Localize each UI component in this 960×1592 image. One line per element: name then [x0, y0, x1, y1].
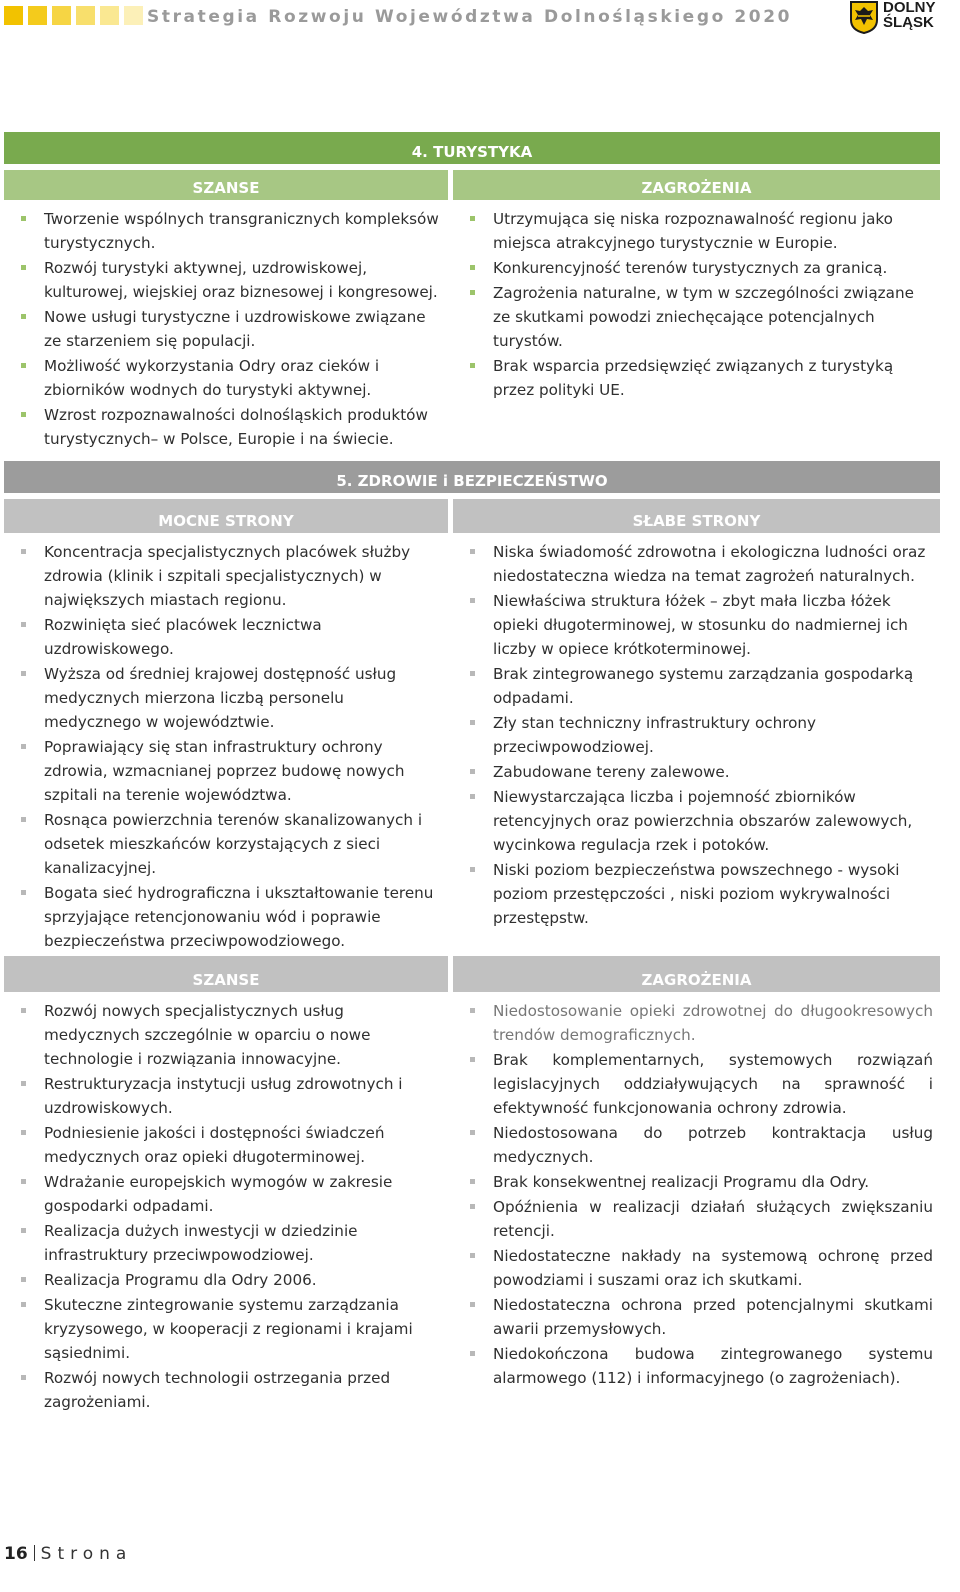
list-item: Niedostosowanie opieki zdrowotnej do długookresowych trendów demograficznych. [463, 999, 933, 1047]
section-5-opportunities-list [14, 999, 442, 1415]
list-item: Wyższa od średniej krajowej dostępność usług medycznych mierzona liczbą personelu medycznego w województwie. [14, 662, 442, 734]
list-item: Koncentracja specjalistycznych placówek służby zdrowia (klinik i szpitali specjalistycznych) w największych miastach regionu. [14, 540, 442, 612]
list-item: Możliwość wykorzystania Odry oraz cieków i zbiorników wodnych do turystyki aktywnej. [14, 354, 442, 402]
logo-wordmark: DOLNY ŚLĄSK [883, 0, 936, 31]
list-item: Rozwój nowych specjalistycznych usług medycznych szczególnie w oparciu o nowe technologie i rozwiązania innowacyjne. [14, 999, 442, 1071]
list-item: Niedostosowana do potrzeb kontraktacja usług medycznych. [463, 1121, 933, 1169]
list-item: Konkurencyjność terenów turystycznych za granicą. [463, 256, 933, 280]
list-item: Poprawiający się stan infrastruktury ochrony zdrowia, wzmacnianej poprzez budowę nowych szpitali na terenie województwa. [14, 735, 442, 807]
list-item: Zły stan techniczny infrastruktury ochrony przeciwpowodziowej. [463, 711, 933, 759]
section-5-threats-header: ZAGROŻENIA [453, 956, 940, 992]
list-item: Brak konsekwentnej realizacji Programu dla Odry. [463, 1170, 933, 1194]
list-item: Niewłaściwa struktura łóżek – zbyt mała liczba łóżek opieki długoterminowej, w stosunku do nadmiernej ich liczby w opiece krótkoterminowej. [463, 589, 933, 661]
dolny-slask-logo [849, 0, 959, 36]
list-item: Podniesienie jakości i dostępności świadczeń medycznych oraz opieki długoterminowej. [14, 1121, 442, 1169]
list-item: Tworzenie wspólnych transgranicznych kompleksów turystycznych. [14, 207, 442, 255]
list-item: Brak komplementarnych, systemowych rozwiązań legislacyjnych oddziaływujących na sprawność i efektywność funkcjonowania ochrony zdrowia. [463, 1048, 933, 1120]
list-item: Utrzymująca się niska rozpoznawalność regionu jako miejsca atrakcyjnego turystycznie w Europie. [463, 207, 933, 255]
header-square [52, 6, 71, 25]
section-5-weaknesses-header: SŁABE STRONY [453, 499, 940, 533]
header-square [100, 6, 119, 25]
list-item: Niska świadomość zdrowotna i ekologiczna ludności oraz niedostateczna wiedza na temat zagrożeń naturalnych. [463, 540, 933, 588]
header-square [76, 6, 95, 25]
section-5-weaknesses-list [463, 540, 933, 931]
footer-divider [34, 1545, 35, 1561]
list-item: Wzrost rozpoznawalności dolnośląskich produktów turystycznych– w Polsce, Europie i na świecie. [14, 403, 442, 451]
section-5-strengths-list [14, 540, 442, 954]
list-item: Brak wsparcia przedsięwzięć związanych z turystyką przez polityki UE. [463, 354, 933, 402]
page-footer [4, 1544, 132, 1564]
section-4-title-bar [4, 132, 940, 164]
list-item: Zabudowane tereny zalewowe. [463, 760, 933, 784]
section-5-strengths-header: MOCNE STRONY [4, 499, 448, 533]
eagle-crest-icon [849, 0, 879, 34]
section-5-opportunities-header: SZANSE [4, 956, 448, 992]
list-item: Niedokończona budowa zintegrowanego systemu alarmowego (112) i informacyjnego (o zagrożeniach). [463, 1342, 933, 1390]
document-title: Strategia Rozwoju Województwa Dolnośląskiego 2020 [147, 7, 793, 27]
list-item: Zagrożenia naturalne, w tym w szczególności związane ze skutkami powodzi zniechęcające potencjalnych turystów. [463, 281, 933, 353]
list-item: Rozwój turystyki aktywnej, uzdrowiskowej, kulturowej, wiejskiej oraz biznesowej i kongresowej. [14, 256, 442, 304]
list-item: Wdrażanie europejskich wymogów w zakresie gospodarki odpadami. [14, 1170, 442, 1218]
section-5-threats-list [463, 999, 933, 1391]
list-item: Rosnąca powierzchnia terenów skanalizowanych i odsetek mieszkańców korzystających z sieci kanalizacyjnej. [14, 808, 442, 880]
list-item: Realizacja dużych inwestycji w dziedzinie infrastruktury przeciwpowodziowej. [14, 1219, 442, 1267]
header-square [28, 6, 47, 25]
list-item: Niski poziom bezpieczeństwa powszechnego - wysoki poziom przestępczości , niski poziom wykrywalności przestępstw. [463, 858, 933, 930]
section-5-title: 5. ZDROWIE i BEZPIECZEŃSTWO [336, 472, 608, 490]
page-number: 16 [4, 1544, 28, 1564]
page-word: Strona [40, 1544, 133, 1564]
list-item: Brak zintegrowanego systemu zarządzania gospodarką odpadami. [463, 662, 933, 710]
list-item: Opóźnienia w realizacji działań służących zwiększaniu retencji. [463, 1195, 933, 1243]
list-item: Rozwój nowych technologii ostrzegania przed zagrożeniami. [14, 1366, 442, 1414]
section-4-threats-header: ZAGROŻENIA [453, 170, 940, 200]
section-4-opportunities-header: SZANSE [4, 170, 448, 200]
list-item: Rozwinięta sieć placówek lecznictwa uzdrowiskowego. [14, 613, 442, 661]
section-4-opportunities-list [14, 207, 442, 452]
page-header [0, 0, 960, 40]
list-item: Nowe usługi turystyczne i uzdrowiskowe związane ze starzeniem się populacji. [14, 305, 442, 353]
list-item: Niedostateczne nakłady na systemową ochronę przed powodziami i suszami oraz ich skutkami. [463, 1244, 933, 1292]
section-5-title-bar [4, 461, 940, 493]
section-4-title: 4. TURYSTYKA [411, 143, 533, 161]
header-square [4, 6, 23, 25]
list-item: Skuteczne zintegrowanie systemu zarządzania kryzysowego, w kooperacji z regionami i krajami sąsiednimi. [14, 1293, 442, 1365]
section-4-threats-list [463, 207, 933, 403]
list-item: Realizacja Programu dla Odry 2006. [14, 1268, 442, 1292]
list-item: Bogata sieć hydrograficzna i ukształtowanie terenu sprzyjające retencjonowaniu wód i poprawie bezpieczeństwa przeciwpowodziowego. [14, 881, 442, 953]
list-item: Restrukturyzacja instytucji usług zdrowotnych i uzdrowiskowych. [14, 1072, 442, 1120]
list-item: Niewystarczająca liczba i pojemność zbiorników retencyjnych oraz powierzchnia obszarów zalewowych, wycinkowa regulacja rzek i potoków. [463, 785, 933, 857]
list-item: Niedostateczna ochrona przed potencjalnymi skutkami awarii przemysłowych. [463, 1293, 933, 1341]
header-square [124, 6, 143, 25]
